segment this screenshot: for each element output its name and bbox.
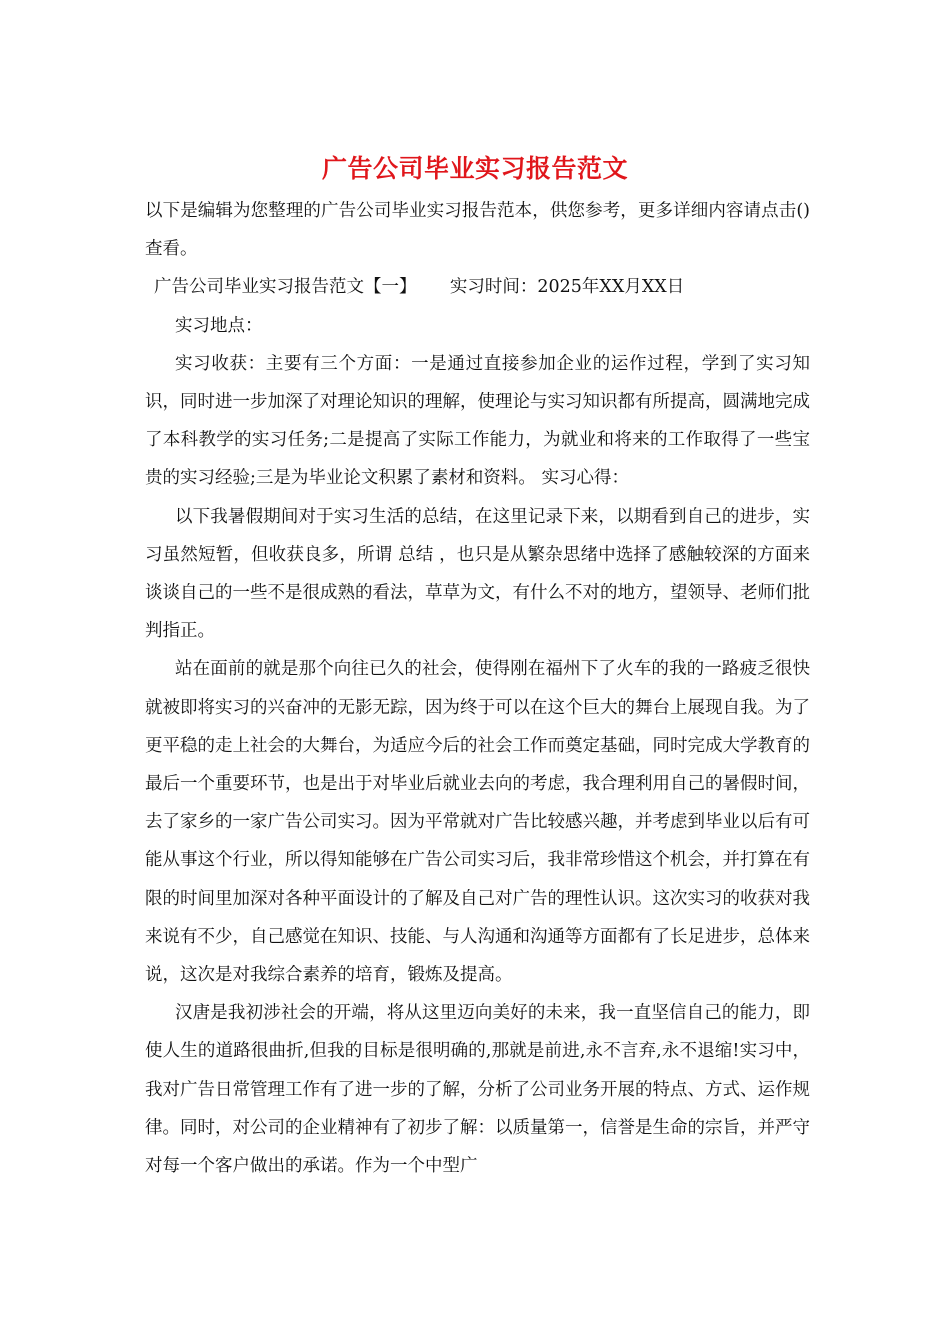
paragraph-summary: 以下我暑假期间对于实习生活的总结，在这里记录下来，以期看到自己的进步，实习虽然短暂，但收获良多，所谓 总结 ，也只是从繁杂思绪中选择了感触较深的方面来谈谈自己的一些不是很成熟的看法，草草为文，有什么不对的地方，望领导、老师们批判指正。 (145, 506, 810, 642)
paragraph-gains: 实习收获：主要有三个方面：一是通过直接参加企业的运作过程，学到了实习知识，同时进一步加深了对理论知识的理解，使理论与实习知识都有所提高，圆满地完成了本科教学的实习任务;二是提高了实际工作能力，为就业和将来的工作取得了一些宝贵的实习经验;三是为毕业论文积累了素材和资料。 实习心得： (145, 353, 810, 489)
paragraph-hantang: 汉唐是我初涉社会的开端，将从这里迈向美好的未来，我一直坚信自己的能力，即使人生的道路很曲折,但我的目标是很明确的,那就是前进,永不言弃,永不退缩!实习中，我对广告日常管理工作有了进一步的了解，分析了公司业务开展的特点、方式、运作规律。同时，对公司的企业精神有了初步了解：以质量第一，信誉是生命的宗旨，并严守对每一个客户做出的承诺。作为一个中型广 (145, 1003, 810, 1177)
document-body (145, 192, 810, 1185)
internship-place: 实习地点： (175, 315, 263, 336)
section-heading-line (145, 268, 810, 306)
section-heading: 广告公司毕业实习报告范文【一】 (154, 277, 417, 298)
paragraph-society: 站在面前的就是那个向往已久的社会，使得刚在福州下了火车的我的一路疲乏很快就被即将实习的兴奋冲的无影无踪，因为终于可以在这个巨大的舞台上展现自我。为了更平稳的走上社会的大舞台，为适应今后的社会工作而奠定基础，同时完成大学教育的最后一个重要环节，也是出于对毕业后就业去向的考虑，我合理利用自己的暑假时间，去了家乡的一家广告公司实习。因为平常就对广告比较感兴趣，并考虑到毕业以后有可能从事这个行业，所以得知能够在广告公司实习后，我非常珍惜这个机会，并打算在有限的时间里加深对各种平面设计的了解及自己对广告的理性认识。这次实习的收获对我来说有不少，自己感觉在知识、技能、与人沟通和沟通等方面都有了长足进步，总体来说，这次是对我综合素养的培育，锻炼及提高。 (145, 659, 810, 986)
intro-paragraph: 以下是编辑为您整理的广告公司毕业实习报告范本，供您参考，更多详细内容请点击()查看。 (145, 201, 810, 260)
document-title: 广告公司毕业实习报告范文 (321, 154, 628, 183)
internship-time: 实习时间：2025年XX月XX日 (449, 277, 685, 298)
